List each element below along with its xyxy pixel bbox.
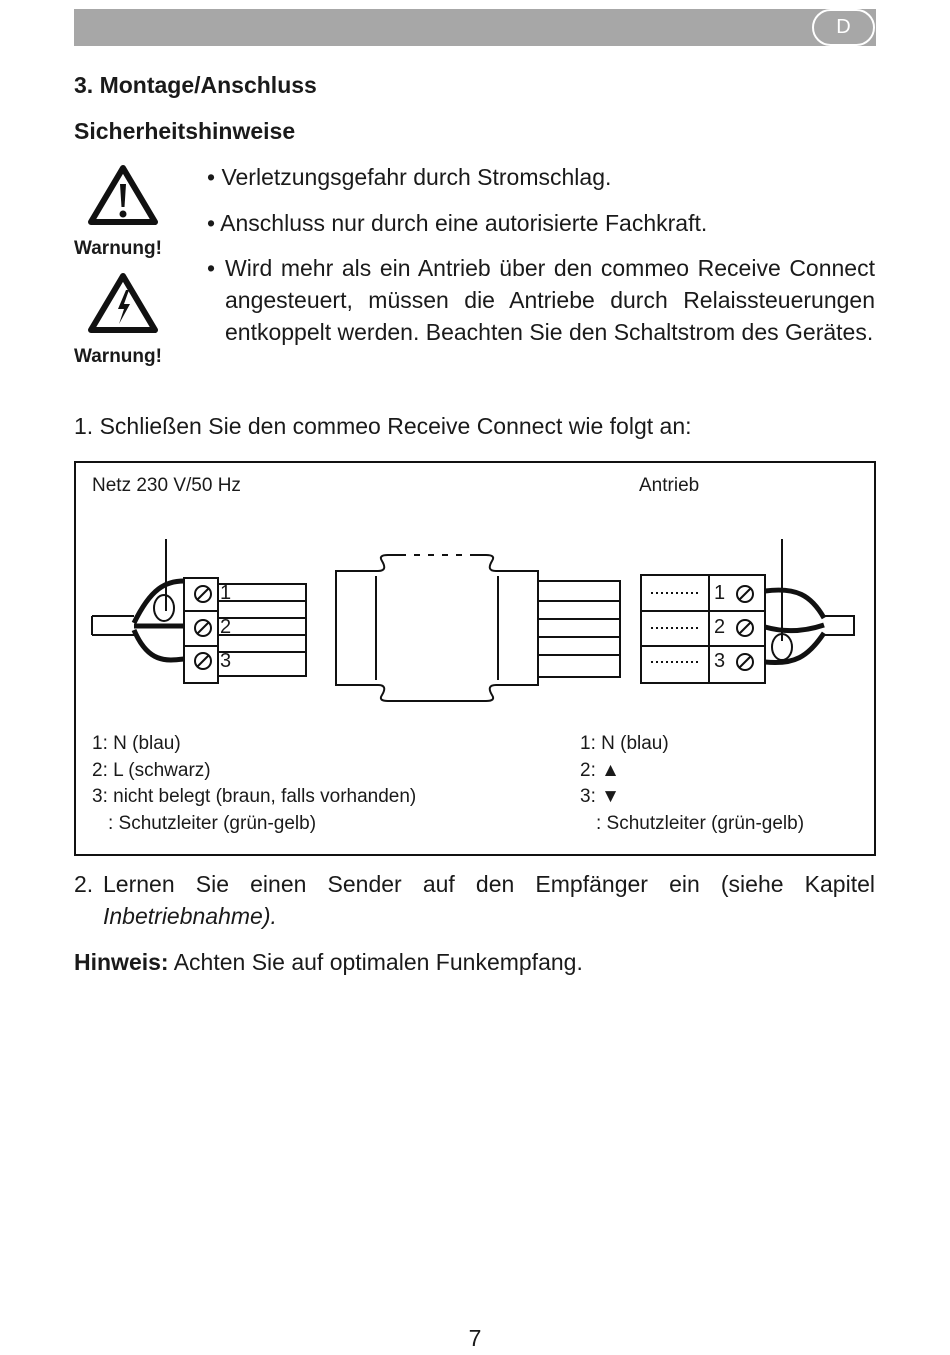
bullet-mark: • bbox=[207, 255, 216, 281]
right-legend bbox=[580, 731, 804, 837]
note bbox=[74, 946, 583, 978]
left-terminal-1: 1 bbox=[220, 582, 232, 604]
lightning-warning-icon bbox=[87, 272, 159, 334]
step-2-number: 2. bbox=[74, 871, 94, 897]
drive-label: Antrieb bbox=[639, 475, 700, 496]
note-label: Hinweis: bbox=[74, 949, 169, 975]
right-legend-item: 1: N (blau) bbox=[580, 733, 669, 754]
step-2 bbox=[74, 868, 875, 932]
step-2-line1: Lernen Sie einen Sender auf den Empfänger ein (siehe Kapitel bbox=[103, 871, 875, 897]
left-legend-item: 3: nicht belegt (braun, falls vorhanden) bbox=[92, 786, 417, 807]
bullet-relay-text: Wird mehr als ein Antrieb über den commeo Receive Connect angesteuert, müssen die Antriebe durch Relaissteuerungen entkoppelt werden. Beachten Sie den Schaltstrom des Gerätes. bbox=[225, 255, 875, 345]
bullet-electric-shock: • Verletzungsgefahr durch Stromschlag. bbox=[207, 164, 612, 190]
right-legend-item: 2: ▲ bbox=[580, 759, 620, 781]
left-terminal-3: 3 bbox=[220, 650, 232, 672]
wiring-diagram bbox=[74, 461, 876, 856]
left-terminal-2: 2 bbox=[220, 616, 232, 638]
note-text: Achten Sie auf optimalen Funkempfang. bbox=[168, 949, 583, 975]
page-number: 7 bbox=[468, 1325, 482, 1351]
bullet-relay-decoupling bbox=[207, 252, 875, 348]
left-legend-item: 2: L (schwarz) bbox=[92, 759, 211, 781]
language-badge: D bbox=[812, 9, 875, 46]
bullet-qualified-person: • Anschluss nur durch eine autorisierte Fachkraft. bbox=[207, 210, 708, 236]
safety-title: Sicherheitshinweise bbox=[74, 118, 296, 144]
section-title: 3. Montage/Anschluss bbox=[74, 72, 317, 98]
step-2-line2: Inbetriebnahme). bbox=[103, 903, 277, 929]
right-terminal-1: 1 bbox=[714, 582, 726, 604]
right-terminal-3: 3 bbox=[714, 650, 726, 672]
right-terminal-2: 2 bbox=[714, 616, 726, 638]
left-legend bbox=[92, 731, 416, 837]
right-legend-item: : Schutzleiter (grün-gelb) bbox=[596, 812, 805, 834]
left-legend-item: : Schutzleiter (grün-gelb) bbox=[108, 812, 317, 834]
header-bar bbox=[74, 9, 876, 46]
mains-label: Netz 230 V/50 Hz bbox=[92, 475, 241, 496]
exclamation-warning-icon bbox=[87, 164, 159, 226]
right-legend-item: 3: ▼ bbox=[580, 786, 620, 807]
warning-label-2: Warnung! bbox=[74, 346, 162, 367]
warning-label-1: Warnung! bbox=[74, 238, 162, 259]
left-legend-item: 1: N (blau) bbox=[92, 733, 181, 754]
step-1: 1. Schließen Sie den commeo Receive Connect wie folgt an: bbox=[74, 413, 692, 439]
